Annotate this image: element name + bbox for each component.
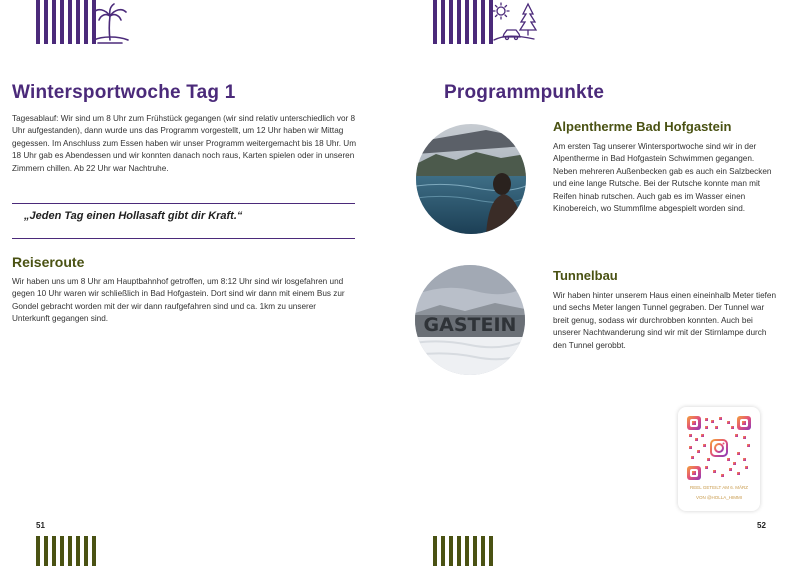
bottom-stripes-right <box>433 536 493 566</box>
instagram-icon <box>709 438 729 458</box>
sun-icon <box>497 7 505 15</box>
top-stripes-left <box>36 0 96 44</box>
route-text: Wir haben uns um 8 Uhr am Hauptbahnhof getroffen, um 8:12 Uhr sind wir losgefahren und gegen 10 Uhr waren wir schließlich in Bad Hofgastein. Dort sind wir dann mit einem Bus zur Gondel gebracht worden mit der wir dann raufgefahren sind und ca. 1km zu unserer Unterkunft gegangen sind. <box>12 277 345 324</box>
palm-icon <box>88 2 132 44</box>
quote-text: „Jeden Tag einen Hollasaft gibt dir Kraft.“ <box>24 210 243 222</box>
gastein-sign-photo <box>415 265 525 375</box>
item1-text: Am ersten Tag unserer Wintersportwoche sind wir in der Alpentherme in Bad Hofgastein Schwimmen gegangen. Neben mehreren Außenbecken gab es auch ein Salzbecken und eine lange Rutsche. Bei der Rutsche konnte man mit Reifen hinab rutschen. Auch gab es im Wasser einen Kinobereich, wo Stummfilme abgespielt worden sind. <box>553 142 772 214</box>
qr-code[interactable] <box>687 416 751 480</box>
page-title-left: Wintersportwoche Tag 1 <box>12 82 236 103</box>
page-number-left: 51 <box>36 521 45 530</box>
item1-heading: Alpentherme Bad Hofgastein <box>553 119 732 134</box>
item2-text: Wir haben hinter unserem Haus einen eineinhalb Meter tiefen und sechs Meter langen Tunnel gegraben. Der Tunnel war breit genug, sodass wir durchrobben konnten. Auch bei unserer Nachtwanderung sind wir mit der Stirnlampe durch den Tunnel gerobbt. <box>553 291 777 350</box>
item2-heading: Tunnelbau <box>553 268 618 283</box>
tree-icon <box>520 4 536 30</box>
bottom-stripes-left <box>36 536 96 566</box>
gastein-sign-text: GASTEIN <box>423 314 517 336</box>
top-stripes-right <box>433 0 493 44</box>
landscape-icon <box>490 2 538 44</box>
quote-divider-bottom <box>12 238 355 239</box>
instagram-qr-card[interactable] <box>678 407 760 511</box>
alpentherme-photo <box>416 124 526 234</box>
qr-caption-line-2: VON @HOLLA_HIMMI <box>695 495 743 500</box>
page-title-right: Programmpunkte <box>444 82 605 103</box>
intro-text: Tagesablauf: Wir sind um 8 Uhr zum Frühstück gegangen (wir sind relativ unterschiedlich vor 8 Uhr aufgestanden), dann wurde uns das Programm vorgestellt, um 12 Uhr haben wir Mittag gegessen. Im Anschluss zum Essen haben wir unser Programm weitergemacht bis 18 Uhr. Um 18 Uhr gab es Abendessen und wir konnten danach noch raus, Karten spielen oder in unseren Zimmern chillen. Ab 22 Uhr war Nachtruhe. <box>12 114 357 173</box>
qr-caption-line-1: REEL GETEILT AM 6. MÄRZ <box>690 485 748 490</box>
page-number-right: 52 <box>757 521 766 530</box>
route-heading: Reiseroute <box>12 254 85 270</box>
quote-divider-top <box>12 203 355 204</box>
